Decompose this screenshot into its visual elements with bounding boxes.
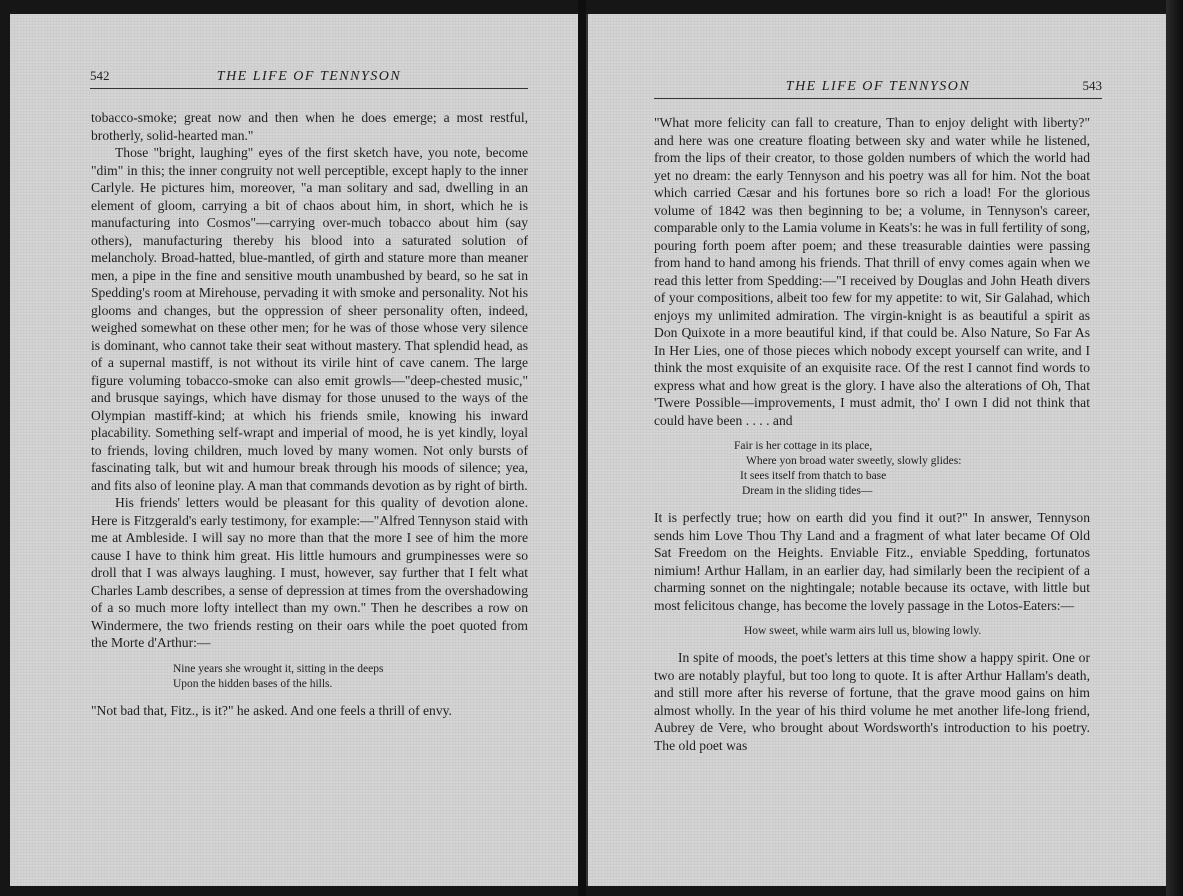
verse-quotation xyxy=(91,662,528,692)
book-gutter xyxy=(578,0,586,896)
paragraph: Those "bright, laughing" eyes of the first sketch have, you note, become "dim" in this; the inner congruity not well perceptible, except haply to the inner Carlyle. He pictures him, moreover, "a man solitary and sad, dwelling in an element of gloom, carrying a bit of chaos about him, in short, which he is manufacturing into Cosmos"—carrying over-much tobacco about him (say others), manufacturing thereby his blood into a saturated solution of melancholy. Broad-hatted, blue-mantled, of girth and stature more than meaner men, a pipe in the fine and sensitive mouth unambushed by beard, so he sat in Spedding's room at Mirehouse, pervading it with smoke and personality. Not his glooms and changes, but the oppression of sheer personality often, indeed, weighed somewhat on these other men; for he was of those whose very silence is dominant, who cannot take their seat without mastery. That splendid head, as of a supernal mastiff, is not without its virile hint of cave canem. The large figure voluming tobacco-smoke can also emit growls—"deep-chested music," and brusque sayings, which have dismay for those unused to the ways of the Olympian mastiff-kind; at which his friends smile, knowing his inward placability. Something self-wrapt and imperial of mood, he is yet kindly, loyal to friends, loving children, much loved by many women. Not only bursts of fascinating talk, but wit and humour break through his moods of silence; yea, and fits also of leonine play. A man that commands devotion as by right of birth. xyxy=(91,145,528,493)
right-page-body xyxy=(654,114,1090,754)
paragraph: "Not bad that, Fitz., is it?" he asked. And one feels a thrill of envy. xyxy=(91,702,452,718)
paragraph: In spite of moods, the poet's letters at this time show a happy spirit. One or two are notably playful, but too long to quote. It is after Arthur Hallam's death, and still more after his reverse of fortune, that the grave mood gains on him almost wholly. In the year of his third volume he met another life-long friend, Aubrey de Vere, who brought about Wordsworth's introduction to his poetry. The old poet was xyxy=(654,650,1090,753)
left-page-header xyxy=(90,66,528,89)
verse-line: Nine years she wrought it, sitting in the deeps xyxy=(173,662,384,675)
paragraph: His friends' letters would be pleasant for this quality of devotion alone. Here is Fitzgerald's early testimony, for example:—"Alfred Tennyson staid with me at Ambleside. I will say no more than that the more I see of him the more cause I have to think him great. His little humours and grumpinesses were so droll that I was always laughing. I must, however, say further that I felt what Charles Lamb describes, a sense of depression at times from the overshadowing of a so much more lofty intellect than my own." Then he describes a row on Windermere, the two friends resting on their oars while the poet quoted from the Morte d'Arthur:— xyxy=(91,495,528,650)
page-number: 543 xyxy=(1082,78,1102,93)
paragraph: "What more felicity can fall to creature, Than to enjoy delight with liberty?" and here was one creature floating between sky and water while he listened, from the lips of their creator, to those golden numbers of which the world had yet no dream: the early Tennyson and his poetry was all for him. Not the boat which carried Cæsar and his fortunes bore so rich a load! For the glorious volume of 1842 was then beginning to be; a volume, in Tennyson's career, comparable only to the Lamia volume in Keats's: he was in full fertility of song, pouring forth poem after poem; and these treasurable dainties were passing from hand to hand among his friends. That thrill of envy comes again when we read this letter from Spedding:—"I received by Douglas and John Heath divers of your compositions, albeit too few for my appetite: to wit, Sir Galahad, which enjoys my unlimited admiration. The virgin-knight is as beautiful a spirit as Don Quixote in a more beautiful kind, if that could be. Also Nature, So Far As In Her Lies, one of those pieces which nobody except yourself can write, and I think the most exquisite of an exquisite race. Of the rest I cannot find words to express what and how great is the glory. I have also the alterations of Oh, That 'Twere Possible—improvements, I must admit, tho' I own I did not think that could have been . . . . and xyxy=(654,115,1090,428)
paragraph: It is perfectly true; how on earth did you find it out?" In answer, Tennyson sends him Love Thou Thy Land and a fragment of what later became Of Old Sat Freedom on the Heights. Enviable Fitz., enviable Spedding, fortunatos nimium! Arthur Hallam, in an earlier day, had similarly been the recipient of a charming sonnet on the nightingale; notable because its octave, with little but most felicitous change, has become the lovely passage in the Lotos-Eaters:— xyxy=(654,510,1090,613)
page-number: 542 xyxy=(90,68,110,83)
running-title: THE LIFE OF TENNYSON xyxy=(785,79,971,94)
verse-line: How sweet, while warm airs lull us, blowing lowly. xyxy=(744,625,982,637)
right-page xyxy=(586,14,1168,886)
verse-line: Dream in the sliding tides— xyxy=(742,485,873,497)
left-page xyxy=(10,14,580,886)
verse-quotation xyxy=(654,439,1090,499)
verse-line: It sees itself from thatch to base xyxy=(740,470,887,482)
left-page-body xyxy=(91,109,528,719)
paragraph: tobacco-smoke; great now and then when he does emerge; a most restful, brotherly, solid-hearted man." xyxy=(91,110,528,143)
right-page-header xyxy=(654,76,1102,99)
verse-line: Fair is her cottage in its place, xyxy=(734,440,873,452)
verse-line: Where yon broad water sweetly, slowly glides: xyxy=(746,455,962,467)
book-edge xyxy=(1166,0,1183,896)
running-title: THE LIFE OF TENNYSON xyxy=(216,69,402,84)
verse-line: Upon the hidden bases of the hills. xyxy=(173,677,333,690)
